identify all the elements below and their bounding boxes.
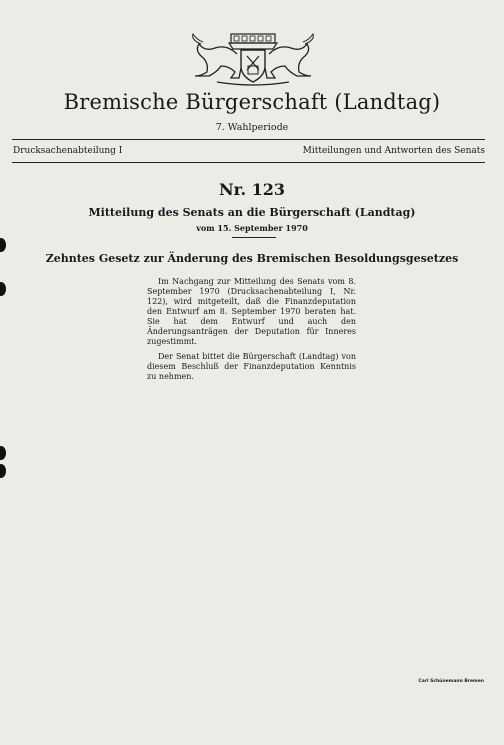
- document-category: Mitteilungen und Antworten des Senats: [302, 146, 485, 156]
- parliament-title: Bremische Bürgerschaft (Landtag): [63, 90, 441, 114]
- header-rule-top: [12, 139, 485, 140]
- punch-hole: [0, 464, 6, 478]
- date-underline: [232, 237, 276, 238]
- document-subject: Zehntes Gesetz zur Änderung des Bremischen Besoldungsgesetzes: [45, 252, 459, 265]
- punch-hole: [0, 238, 6, 252]
- punch-hole: [0, 446, 6, 460]
- punch-hole: [0, 282, 6, 296]
- document-date: vom 15. September 1970: [196, 223, 308, 233]
- body-paragraph: Im Nachgang zur Mitteilung des Senats vom 8. September 1970 (Drucksachenabteilung I, Nr. 122), wird mitgeteilt, daß die Finanzdeputation den Entwurf am 8. September 1970 beraten hat. Sie hat dem Entwurf und auch den Änderungsanträgen der Deputation für Inneres zugestimmt.: [147, 277, 356, 346]
- department-label: Drucksachenabteilung I: [13, 146, 123, 156]
- printer-imprint: Carl Schünemann Bremen: [418, 679, 484, 684]
- header-rule-bottom: [12, 162, 485, 163]
- document-heading: Mitteilung des Senats an die Bürgerschaft (Landtag): [88, 206, 416, 219]
- bremen-coat-of-arms-icon: [187, 32, 319, 90]
- electoral-period: 7. Wahlperiode: [215, 122, 289, 133]
- document-number: Nr. 123: [218, 180, 286, 199]
- document-body: [147, 277, 356, 387]
- body-paragraph: Der Senat bittet die Bürgerschaft (Landtag) von diesem Beschluß der Finanzdeputation Kenntnis zu nehmen.: [147, 352, 356, 381]
